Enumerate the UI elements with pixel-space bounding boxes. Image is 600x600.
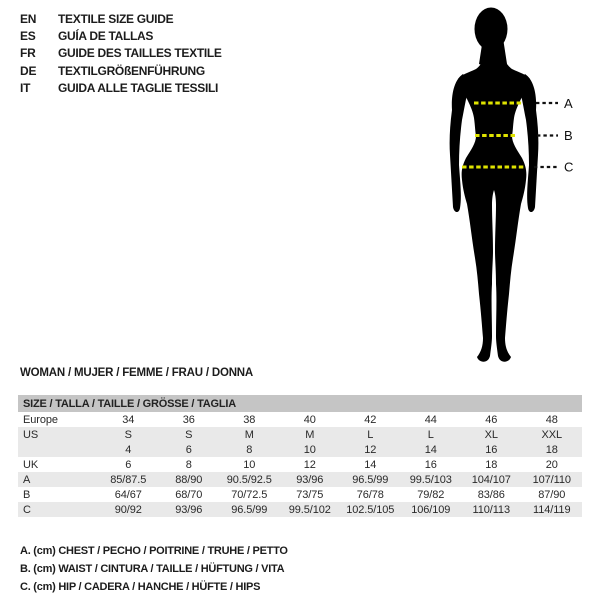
cell: 12: [340, 442, 401, 457]
measurement-legend: [20, 542, 288, 597]
cell: 106/109: [401, 502, 462, 517]
row-label: C: [18, 502, 98, 517]
cell: L: [401, 427, 462, 442]
row-label: US: [18, 427, 98, 442]
cell: 83/86: [477, 488, 505, 501]
row-label: A: [18, 472, 98, 487]
cell: 90/92: [98, 502, 159, 517]
cell: 88/90: [159, 472, 220, 487]
cell: S: [98, 427, 159, 442]
table-row-hip-c: [18, 502, 582, 517]
table-row-waist-b: [18, 487, 582, 502]
lang-label: TEXTILGRÖßENFÜHRUNG: [58, 63, 205, 78]
cell: 96.5/99: [219, 502, 280, 517]
cell: 68/70: [175, 488, 203, 501]
cell: 73/75: [296, 488, 324, 501]
table-row-uk: [18, 457, 582, 472]
lang-label: GUIDA ALLE TAGLIE TESSILI: [58, 80, 219, 95]
cell: 96.5/99: [340, 472, 401, 487]
cell: 107/110: [522, 472, 583, 487]
legend-waist: B. (cm) WAIST / CINTURA / TAILLE / HÜFTUNG / VITA: [20, 563, 285, 576]
lang-code: DE: [20, 63, 37, 78]
cell: 44: [424, 413, 437, 426]
lang-row-it: [20, 80, 222, 97]
cell: 93/96: [159, 502, 220, 517]
lang-code: EN: [20, 12, 37, 26]
cell: 14: [401, 442, 462, 457]
cell: 16: [424, 458, 437, 471]
lang-row-fr: [20, 45, 222, 62]
cell: 14: [364, 458, 377, 471]
cell: M: [219, 427, 280, 442]
cell: 38: [243, 413, 256, 426]
cell: 4: [98, 442, 159, 457]
cell: 6: [125, 458, 132, 471]
cell: 18: [522, 442, 583, 457]
cell: 16: [461, 442, 522, 457]
table-row-chest-a: [18, 472, 582, 487]
cell: 42: [364, 413, 377, 426]
marker-letter-b: B: [564, 128, 573, 143]
cell: 48: [545, 413, 558, 426]
cell: S: [159, 427, 220, 442]
table-row-us-numeric: [18, 442, 582, 457]
lang-code: IT: [20, 80, 31, 95]
gender-heading: WOMAN / MUJER / FEMME / FRAU / DONNA: [20, 367, 254, 379]
cell: 99.5/103: [401, 472, 462, 487]
cell: 64/67: [114, 488, 142, 501]
cell: 40: [303, 413, 316, 426]
cell: 102.5/105: [340, 502, 401, 517]
cell: 85/87.5: [98, 472, 159, 487]
lang-label: TEXTILE SIZE GUIDE: [58, 12, 174, 26]
cell: 12: [303, 458, 316, 471]
size-table-header-row: [18, 395, 582, 412]
cell: 6: [159, 442, 220, 457]
lang-label: GUÍA DE TALLAS: [58, 29, 154, 44]
lang-code: ES: [20, 29, 36, 44]
cell: 110/113: [461, 502, 522, 517]
cell: L: [340, 427, 401, 442]
size-table: [18, 395, 582, 517]
cell: 79/82: [417, 488, 445, 501]
lang-row-es: [20, 28, 222, 45]
row-label: Europe: [23, 413, 58, 426]
cell: 10: [280, 442, 341, 457]
cell: XXL: [522, 427, 583, 442]
lang-code: FR: [20, 46, 36, 61]
lang-row-en: [20, 11, 222, 28]
row-label: [18, 442, 98, 457]
cell: 87/90: [538, 488, 566, 501]
cell: 20: [545, 458, 558, 471]
cell: 93/96: [280, 472, 341, 487]
lang-row-de: [20, 63, 222, 80]
cell: XL: [461, 427, 522, 442]
cell: 10: [243, 458, 256, 471]
cell: 8: [219, 442, 280, 457]
language-list: [20, 11, 222, 97]
legend-hip: C. (cm) HIP / CADERA / HANCHE / HÜFTE / HIPS: [20, 581, 261, 594]
cell: 18: [485, 458, 498, 471]
silhouette-body: [458, 54, 530, 362]
row-label: B: [23, 488, 31, 501]
cell: 90.5/92.5: [219, 472, 280, 487]
cell: 99.5/102: [280, 502, 341, 517]
cell: M: [280, 427, 341, 442]
cell: 8: [185, 458, 192, 471]
cell: 76/78: [356, 488, 384, 501]
legend-chest: A. (cm) CHEST / PECHO / POITRINE / TRUHE / PETTO: [20, 545, 288, 557]
cell: 70/72.5: [231, 488, 268, 501]
cell: 104/107: [461, 472, 522, 487]
size-table-header: SIZE / TALLA / TAILLE / GRÖSSE / TAGLIA: [18, 395, 582, 412]
marker-letter-a: A: [564, 96, 573, 111]
woman-silhouette-figure: [435, 0, 600, 380]
table-row-us-letter: [18, 427, 582, 442]
cell: 114/119: [522, 502, 583, 517]
row-label: UK: [23, 458, 39, 471]
lang-label: GUIDE DES TAILLES TEXTILE: [58, 46, 222, 61]
cell: 34: [122, 413, 135, 426]
cell: 46: [485, 413, 498, 426]
table-row-europe: [18, 412, 582, 427]
marker-letter-c: C: [564, 159, 574, 175]
cell: 36: [182, 413, 195, 426]
